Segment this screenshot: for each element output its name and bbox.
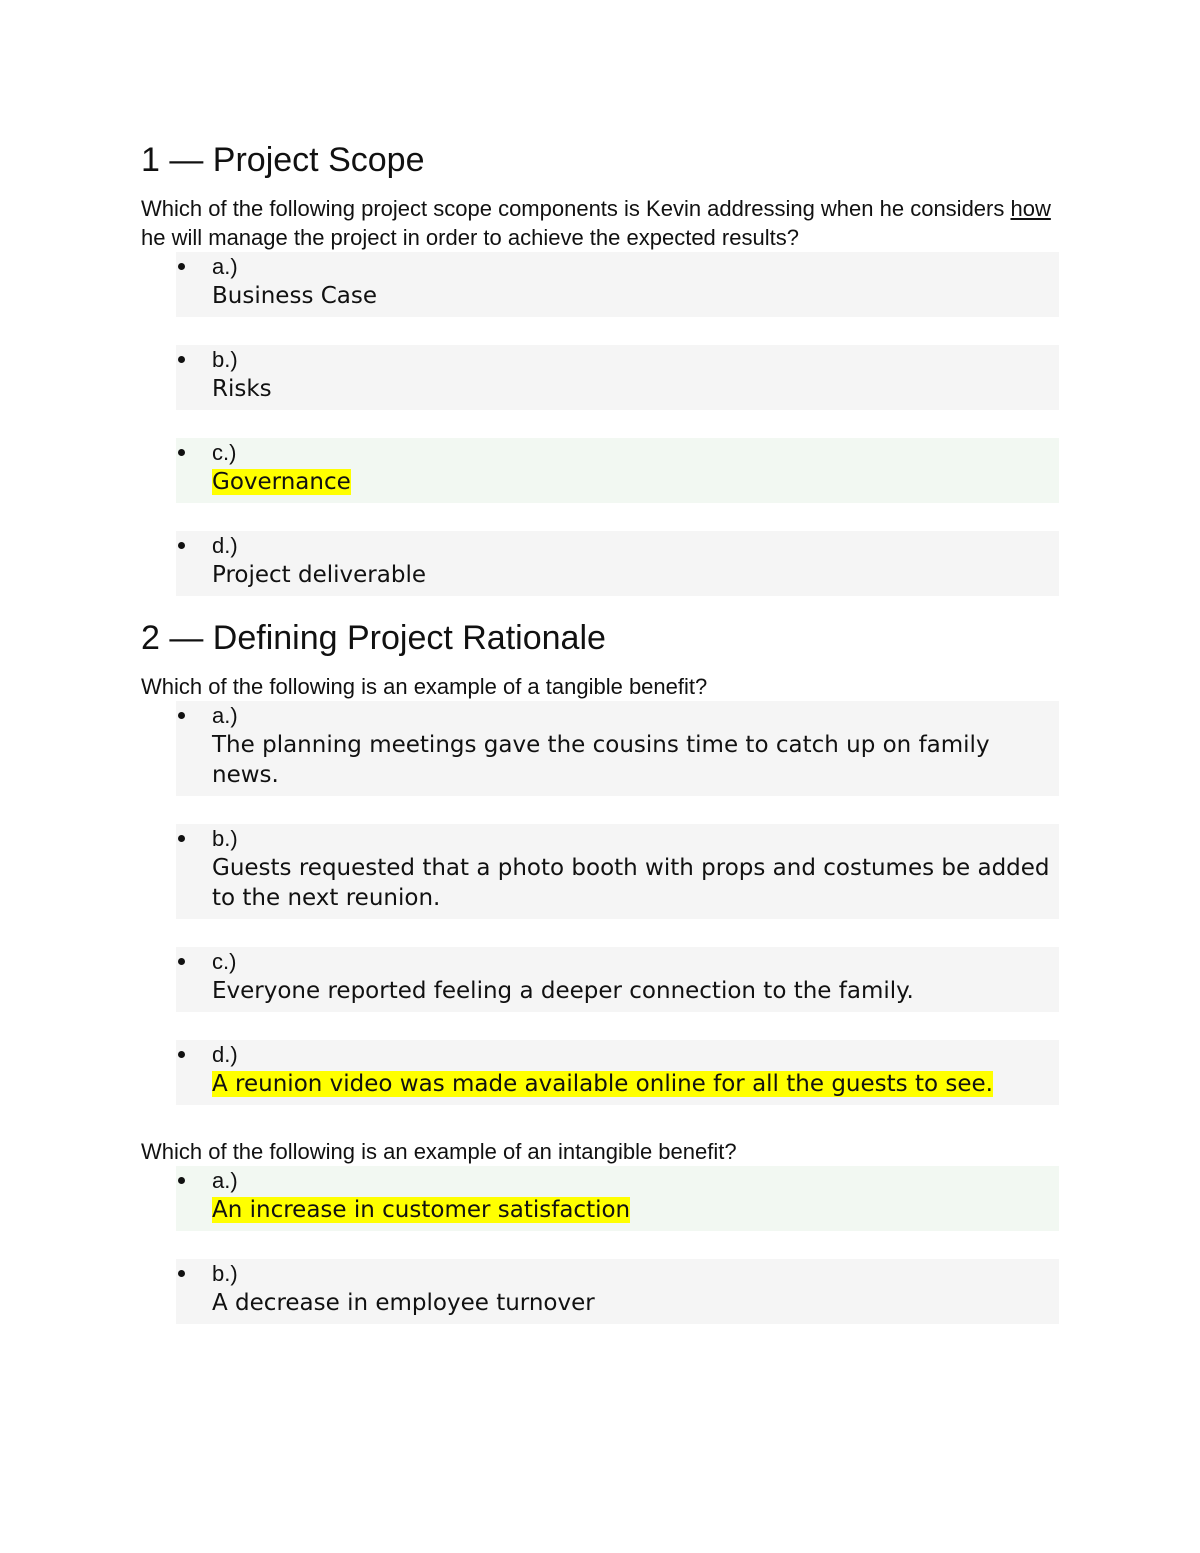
option-letter: b.) <box>212 826 238 851</box>
option-letter: a.) <box>212 1168 238 1193</box>
section-title: 2 — Defining Project Rationale <box>141 619 606 657</box>
question-text: Which of the following is an example of an intangible benefit? <box>141 1139 737 1164</box>
option-text <box>212 976 1055 1006</box>
answer-option[interactable] <box>176 1040 1059 1105</box>
bullet-icon <box>178 712 185 719</box>
answer-option[interactable] <box>176 1259 1059 1324</box>
option-text-value: Everyone reported feeling a deeper connection to the family. <box>212 978 914 1004</box>
option-text <box>212 281 1055 311</box>
bullet-icon <box>178 835 185 842</box>
option-letter: d.) <box>212 1042 238 1067</box>
option-text-value: Risks <box>212 376 272 402</box>
question-text: Which of the following is an example of a tangible benefit? <box>141 674 708 699</box>
option-text <box>212 560 1055 590</box>
answer-options-list <box>141 701 1059 1105</box>
answer-option[interactable] <box>176 824 1059 919</box>
option-letter: c.) <box>212 949 237 974</box>
answer-options-list <box>141 1166 1059 1324</box>
bullet-icon <box>178 1051 185 1058</box>
option-text <box>212 853 1055 913</box>
document-page <box>141 138 1059 1324</box>
highlighted-answer: A reunion video was made available online for all the guests to see. <box>212 1071 993 1097</box>
option-letter: c.) <box>212 440 237 465</box>
option-letter: a.) <box>212 703 238 728</box>
answer-option[interactable] <box>176 345 1059 410</box>
bullet-icon <box>178 263 185 270</box>
highlighted-answer: Governance <box>212 469 351 495</box>
option-text <box>212 730 1055 790</box>
option-text <box>212 467 1055 497</box>
option-text-value: The planning meetings gave the cousins time to catch up on family news. <box>212 732 990 788</box>
question-text <box>141 194 1059 252</box>
bullet-icon <box>178 1270 185 1277</box>
bullet-icon <box>178 1177 185 1184</box>
option-text-value: Project deliverable <box>212 562 426 588</box>
highlighted-answer: An increase in customer satisfaction <box>212 1197 631 1223</box>
option-text <box>212 1195 1055 1225</box>
bullet-icon <box>178 449 185 456</box>
option-text <box>212 374 1055 404</box>
answer-option-correct[interactable] <box>176 1166 1059 1231</box>
question-text-part: he will manage the project in order to achieve the expected results? <box>141 225 799 250</box>
answer-option[interactable] <box>176 531 1059 596</box>
option-text <box>212 1069 1055 1099</box>
option-text-value: Guests requested that a photo booth with props and costumes be added to the next reunion. <box>212 855 1050 911</box>
option-text-value: A decrease in employee turnover <box>212 1290 595 1316</box>
question-underlined-word: how <box>1010 196 1051 221</box>
option-letter: b.) <box>212 347 238 372</box>
answer-option[interactable] <box>176 947 1059 1012</box>
answer-option-correct[interactable] <box>176 438 1059 503</box>
option-text <box>212 1288 1055 1318</box>
section-title: 1 — Project Scope <box>141 141 425 179</box>
answer-options-list <box>141 252 1059 596</box>
bullet-icon <box>178 958 185 965</box>
answer-option[interactable] <box>176 252 1059 317</box>
answer-option[interactable] <box>176 701 1059 796</box>
question-text-part: Which of the following project scope components is Kevin addressing when he considers <box>141 196 1011 221</box>
option-letter: b.) <box>212 1261 238 1286</box>
bullet-icon <box>178 542 185 549</box>
option-letter: d.) <box>212 533 238 558</box>
option-letter: a.) <box>212 254 238 279</box>
option-text-value: Business Case <box>212 283 378 309</box>
bullet-icon <box>178 356 185 363</box>
